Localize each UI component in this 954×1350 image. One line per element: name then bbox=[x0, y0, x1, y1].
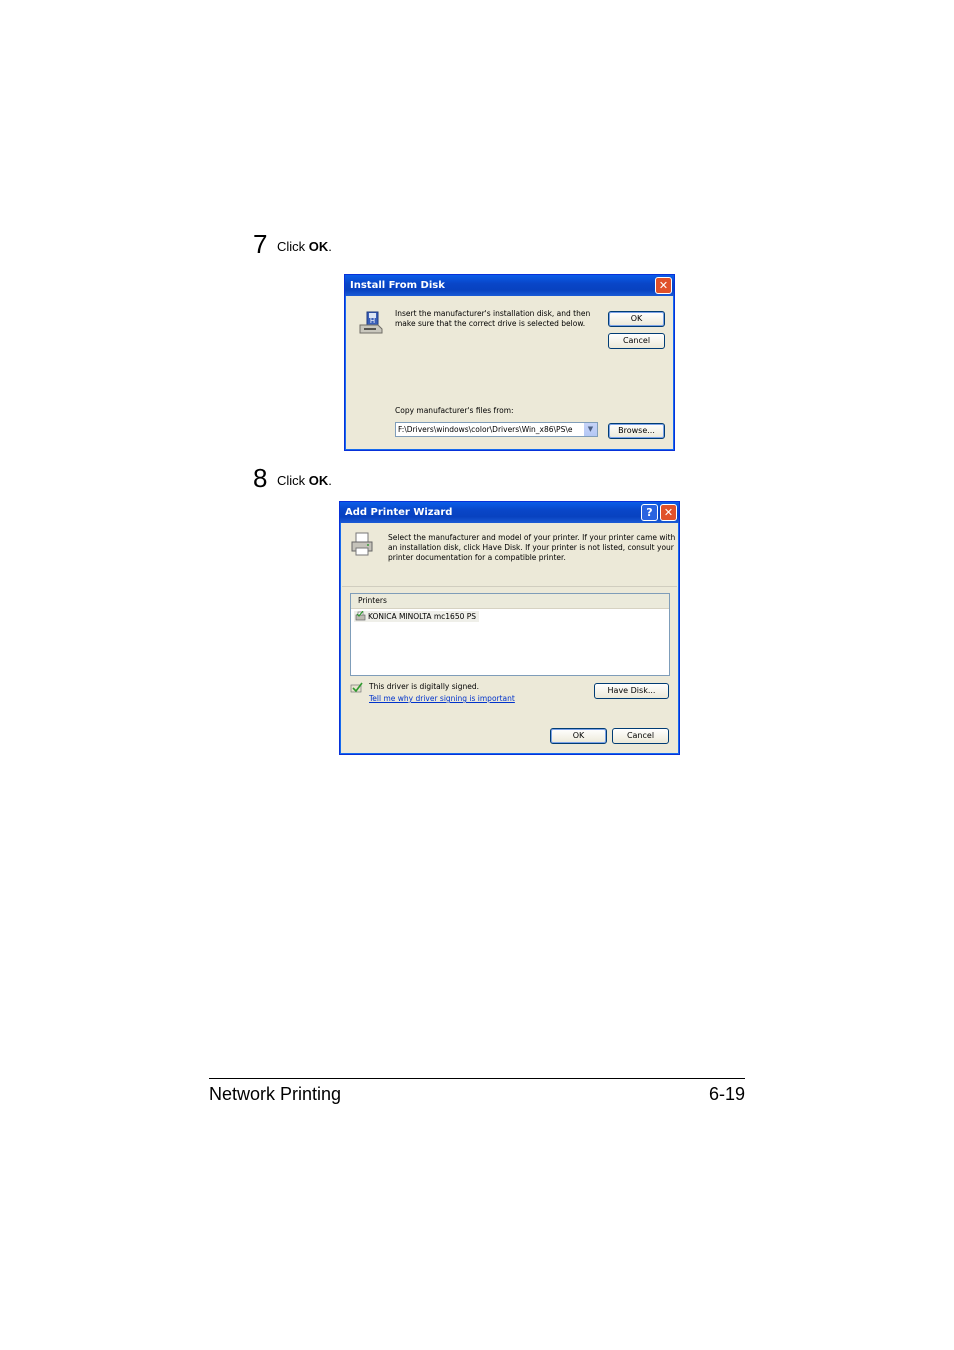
ok-button[interactable]: OK bbox=[608, 311, 665, 327]
dialog-title: Install From Disk bbox=[350, 280, 445, 291]
footer-page-number: 6-19 bbox=[708, 1084, 745, 1104]
install-from-disk-dialog bbox=[344, 274, 675, 451]
disk-drive-icon bbox=[358, 311, 384, 335]
dialog-titlebar bbox=[340, 502, 679, 523]
wizard-message-line1: Select the manufacturer and model of your printer. If your printer came with bbox=[388, 533, 676, 542]
cancel-button[interactable]: Cancel bbox=[612, 728, 669, 744]
printers-column-header[interactable]: Printers bbox=[351, 594, 669, 609]
list-item[interactable] bbox=[354, 611, 479, 622]
install-message-line2: make sure that the correct drive is selected below. bbox=[395, 319, 586, 328]
printer-icon bbox=[349, 531, 375, 557]
divider bbox=[342, 586, 677, 587]
source-path-value: F:\Drivers\windows\color\Drivers\Win_x86\PS\e bbox=[398, 425, 573, 434]
svg-text:H: H bbox=[369, 317, 376, 325]
step-number: 7 bbox=[253, 229, 268, 259]
signed-check-icon bbox=[350, 682, 363, 694]
step-number: 8 bbox=[253, 463, 268, 493]
step-bold-ok: OK bbox=[308, 473, 329, 488]
dialog-titlebar bbox=[345, 275, 674, 296]
wizard-message-line2: an installation disk, click Have Disk. If your printer is not listed, consult your bbox=[388, 543, 674, 552]
have-disk-button[interactable]: Have Disk... bbox=[594, 683, 669, 699]
wizard-message-line3: printer documentation for a compatible printer. bbox=[388, 553, 566, 562]
printers-listbox[interactable] bbox=[350, 593, 670, 676]
ok-button[interactable]: OK bbox=[550, 728, 607, 744]
footer-rule bbox=[209, 1078, 745, 1079]
source-path-combo[interactable] bbox=[395, 422, 598, 437]
close-icon[interactable]: ✕ bbox=[655, 277, 672, 294]
install-message-line1: Insert the manufacturer's installation disk, and then bbox=[395, 309, 591, 318]
step-instruction: Click OK. bbox=[277, 473, 332, 488]
cancel-button[interactable]: Cancel bbox=[608, 333, 665, 349]
step-bold-ok: OK bbox=[308, 239, 329, 254]
browse-button[interactable]: Browse... bbox=[608, 423, 665, 439]
copy-files-label: Copy manufacturer's files from: bbox=[395, 406, 514, 415]
help-icon[interactable]: ? bbox=[641, 504, 658, 521]
signed-status-text: This driver is digitally signed. bbox=[369, 682, 480, 691]
close-icon[interactable]: ✕ bbox=[660, 504, 677, 521]
printer-model-name: KONICA MINOLTA mc1650 PS bbox=[368, 612, 477, 621]
footer-section-title: Network Printing bbox=[209, 1084, 342, 1104]
dialog-title: Add Printer Wizard bbox=[345, 507, 453, 518]
printer-item-icon bbox=[355, 611, 366, 622]
step-instruction: Click OK. bbox=[277, 239, 332, 254]
chevron-down-icon[interactable]: ▼ bbox=[583, 423, 597, 436]
driver-signing-link[interactable]: Tell me why driver signing is important bbox=[369, 694, 515, 703]
add-printer-wizard-dialog bbox=[339, 501, 680, 755]
